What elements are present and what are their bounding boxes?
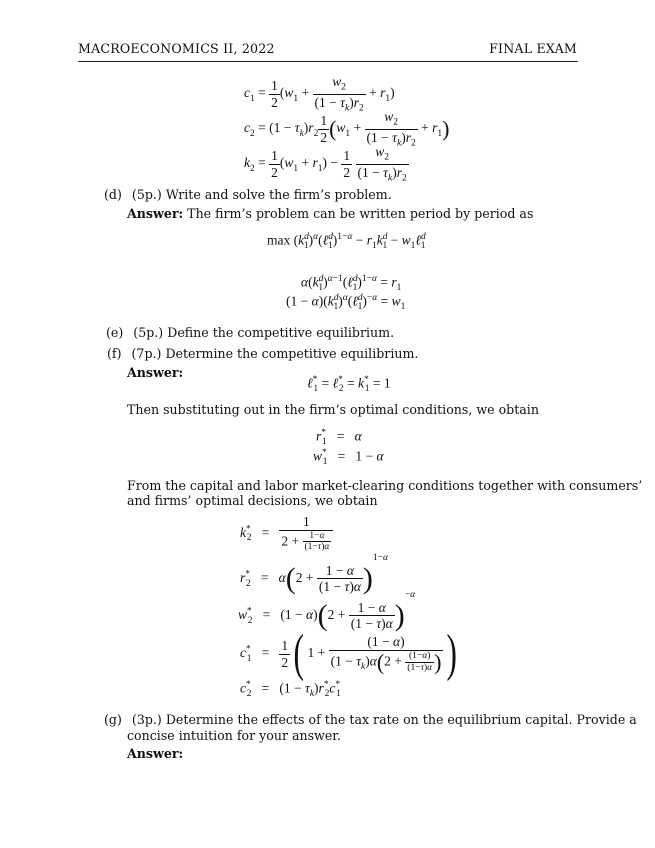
part-g-question-line1: Determine the effects of the tax rate on the equilibrium capital. Provide a xyxy=(165,712,637,727)
firm-objective: $\max (k^d_1)^\alpha(\ell^d_1)^{1-\alpha} - r_1k^d_1$ − $w_1\ell^d_1$ xyxy=(267,232,426,252)
part-e-points: (5p.) xyxy=(133,325,164,340)
answer-label: Answer: xyxy=(127,206,184,221)
max-operator: max xyxy=(267,232,291,248)
part-f-text2-line2: and firms’ optimal decisions, we obtain xyxy=(127,493,378,508)
part-d-answer-text: The firm’s problem can be written period by period as xyxy=(187,206,534,221)
part-g-question-line2: concise intuition for your answer. xyxy=(127,728,341,743)
page-header xyxy=(78,41,577,61)
equilibrium-c1: $c^*_1$ = $\frac{1}{2}$ ( 1 + (1 − α) $(1 - \tau_k)\alpha(2$ + $\frac{(1-\alpha)}{(1-\tau)\alpha}$ ) ) xyxy=(240,625,458,682)
part-f-text2-line1: From the capital and labor market-clearing conditions together with consumers’ xyxy=(127,478,643,493)
part-d-points: (5p.) xyxy=(131,187,162,202)
part-f-answer-label: Answer: xyxy=(127,365,184,380)
part-d-question: Write and solve the firm’s problem. xyxy=(165,187,392,202)
equation-k2: $k_2$ = $\frac{1}{2}$ $(w_1 + r_1)$ − $\frac{1}{2}$ $\frac{w_2}{(1 - \tau_k)r_2}$ xyxy=(244,144,407,184)
equilibrium-k2: $k^*_2$ = 1 2 + $\frac{1-\alpha}{(1-\tau)\alpha}$ xyxy=(240,514,333,553)
part-f-question: Determine the competitive equilibrium. xyxy=(165,346,419,361)
foc-labor: $(1 - \alpha)(k^d_1)^\alpha(\ell^d_1)^{-\alpha} = w_1$ xyxy=(286,293,406,313)
part-d-item xyxy=(104,187,392,202)
part-f-points: (7p.) xyxy=(131,346,162,361)
part-e-question: Define the competitive equilibrium. xyxy=(167,325,395,340)
part-f-text1: Then substituting out in the firm’s optimal conditions, we obtain xyxy=(127,402,539,417)
course-title: MACROECONOMICS II, 2022 xyxy=(78,41,275,56)
part-e-label: (e) xyxy=(106,325,124,340)
foc-capital: $\alpha(k^d_1)^{\alpha-1}(\ell^d_1)^{1-\alpha} = r_1$ xyxy=(301,274,402,294)
equation-c2: $c_2 = (1 - \tau_k)r_2$ $\frac{1}{2}$ ($w_1$ + $\frac{w_2}{(1 - \tau_k)r_2}$ + $r_1$) xyxy=(244,109,450,149)
equilibrium-w2: $w^*_2 = (1 - \alpha)(2$ + $\frac{1 - \alpha}{(1 - \tau)\alpha}$ )$^{-\alpha}$ xyxy=(238,590,416,632)
part-d-label: (d) xyxy=(104,187,122,202)
part-g-label: (g) xyxy=(104,712,122,727)
part-e-item xyxy=(106,325,394,340)
part-g-points: (3p.) xyxy=(131,712,162,727)
part-g-item xyxy=(104,712,637,727)
part-g-answer-label: Answer: xyxy=(127,746,184,761)
part-f-item xyxy=(107,346,418,361)
equilibrium-r1: $r^*_1 = \alpha$ xyxy=(316,428,362,448)
equilibrium-c2: $c^*_2 = (1 - \tau_k)r^*_2c^*_1$ xyxy=(240,680,341,700)
part-f-label: (f) xyxy=(107,346,122,361)
equation-c1: $c_1$ = $\frac{1}{2}$ ($w_1$ + $\frac{w_2}{(1 - \tau_k)r_2}$ + $r_1$) xyxy=(244,74,395,114)
exam-title: FINAL EXAM xyxy=(489,41,577,56)
header-rule xyxy=(78,61,578,62)
equilibrium-w1: $w^*_1 = 1 - \alpha$ xyxy=(313,448,384,468)
part-d-answer xyxy=(127,206,533,221)
equilibrium-r2: $r^*_2 = \alpha(2$ + $\frac{1 - \alpha}{(1 - \tau)\alpha}$ )$^{1-\alpha}$ xyxy=(240,553,389,595)
equilibrium-allocation: ℓ*$_1$ = ℓ*$_2$ = $k^*_1 = 1$ xyxy=(307,375,391,395)
